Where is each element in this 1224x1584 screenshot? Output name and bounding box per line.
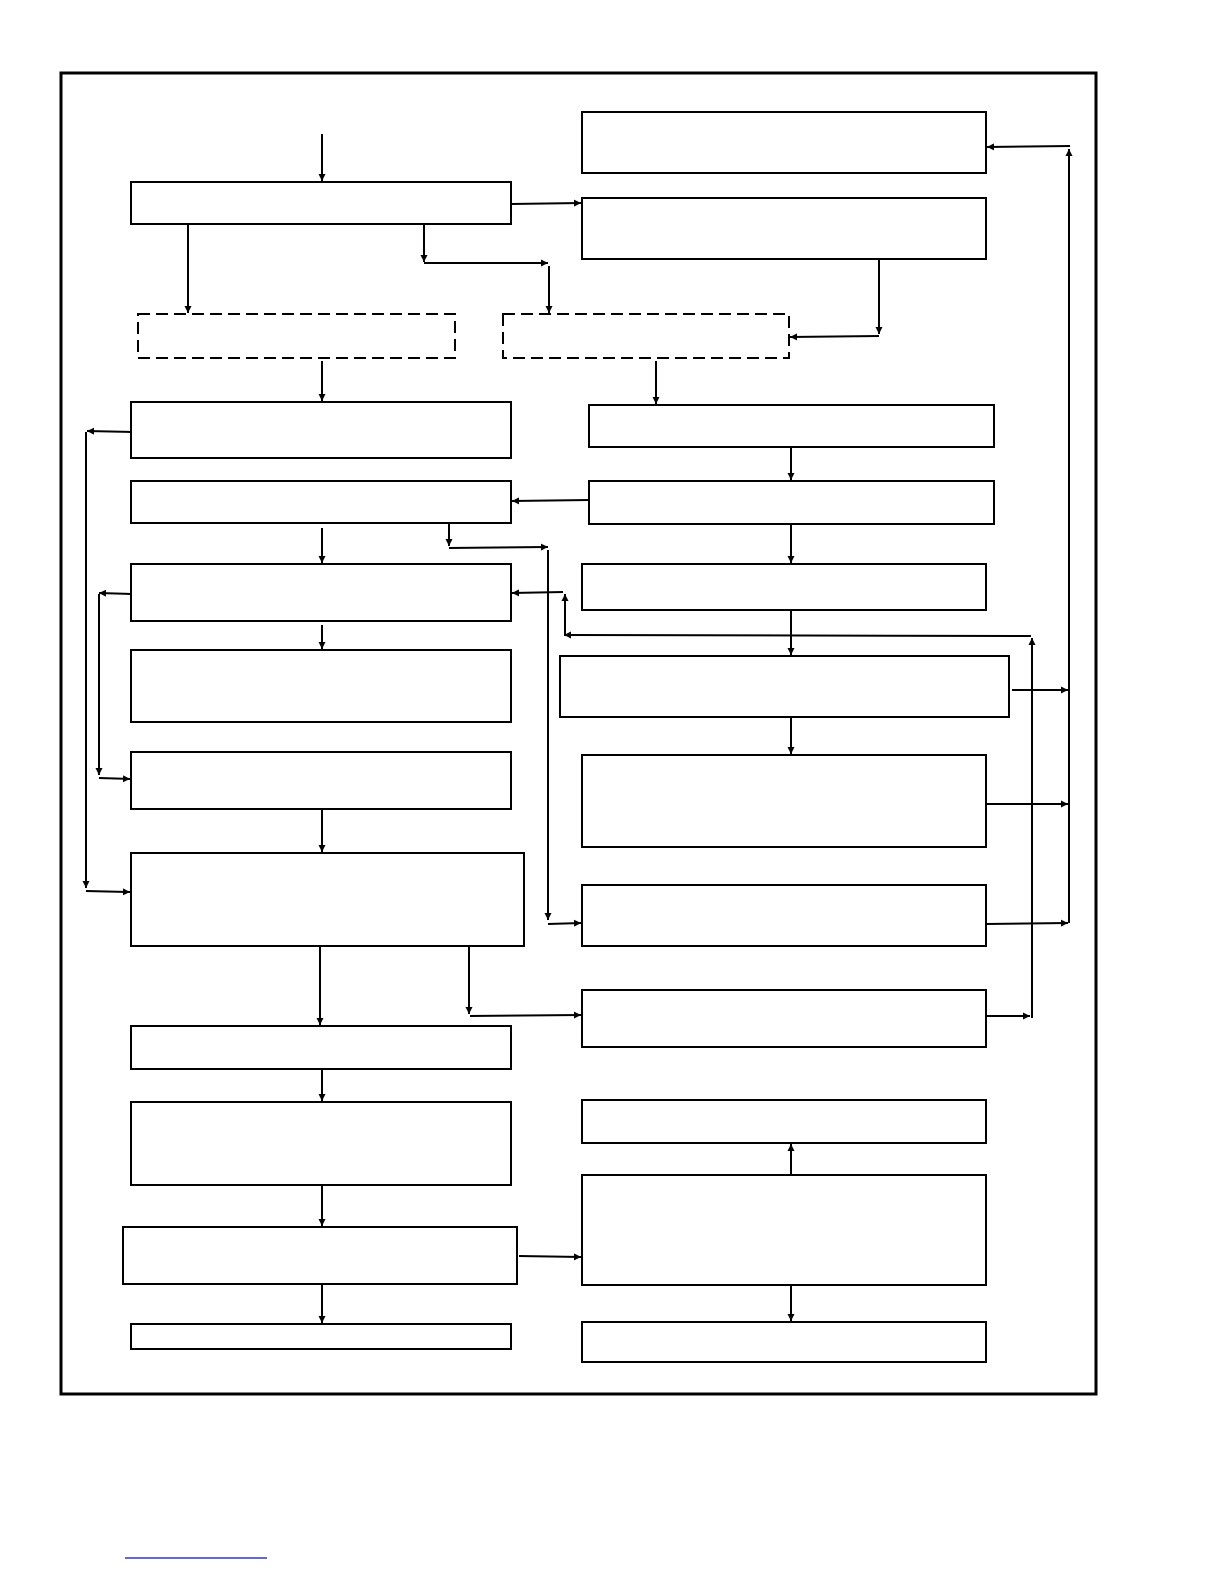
arrow-right-2-to-dashed-middle: [790, 336, 879, 337]
flow-box-left-5: [131, 564, 511, 621]
flow-box-right-3: [589, 405, 994, 447]
flow-box-left-7: [131, 752, 511, 809]
arrow-to-right-top: [987, 146, 1070, 147]
flow-box-right-7: [582, 755, 986, 847]
flow-box-right-9: [582, 990, 986, 1047]
arrow-loop-to-left-5: [512, 592, 563, 593]
flow-box-dashed-middle: [503, 314, 789, 358]
arrow-left-4-side: [449, 547, 548, 548]
flow-box-left-10: [131, 1102, 511, 1185]
flow-box-right-top: [582, 112, 986, 173]
flow-box-right-5: [582, 564, 986, 610]
flow-box-left-6: [131, 650, 511, 722]
arrow-return-horizontal: [564, 635, 1031, 636]
flow-box-right-8: [582, 885, 986, 946]
flow-box-right-2: [582, 198, 986, 259]
arrow-left-5-out: [99, 593, 131, 594]
flow-box-entry: [131, 182, 511, 224]
flow-box-right-12: [582, 1322, 986, 1362]
flow-box-right-4: [589, 481, 994, 524]
arrow-left-11-to-right-11: [519, 1256, 581, 1257]
flow-box-dashed-left: [138, 314, 455, 358]
flow-box-left-12: [131, 1324, 511, 1349]
flow-box-right-6: [560, 656, 1009, 717]
flow-box-right-11: [582, 1175, 986, 1285]
flow-box-left-11: [123, 1227, 517, 1284]
arrow-entry-to-right-2: [511, 203, 581, 204]
flow-box-left-8: [131, 853, 524, 946]
arrow-right-4-to-left-4: [512, 500, 589, 501]
arrow-to-right-8: [548, 923, 581, 924]
arrow-left-3-out: [87, 431, 131, 432]
flow-box-left-9: [131, 1026, 511, 1069]
flow-box-right-10: [582, 1100, 986, 1143]
arrow-to-left-8: [86, 891, 130, 892]
arrow-right-8-out: [986, 923, 1068, 924]
arrow-to-right-9: [470, 1015, 581, 1016]
arrow-to-left-7: [99, 778, 130, 779]
flow-box-left-4: [131, 481, 511, 523]
flow-box-left-3: [131, 402, 511, 458]
